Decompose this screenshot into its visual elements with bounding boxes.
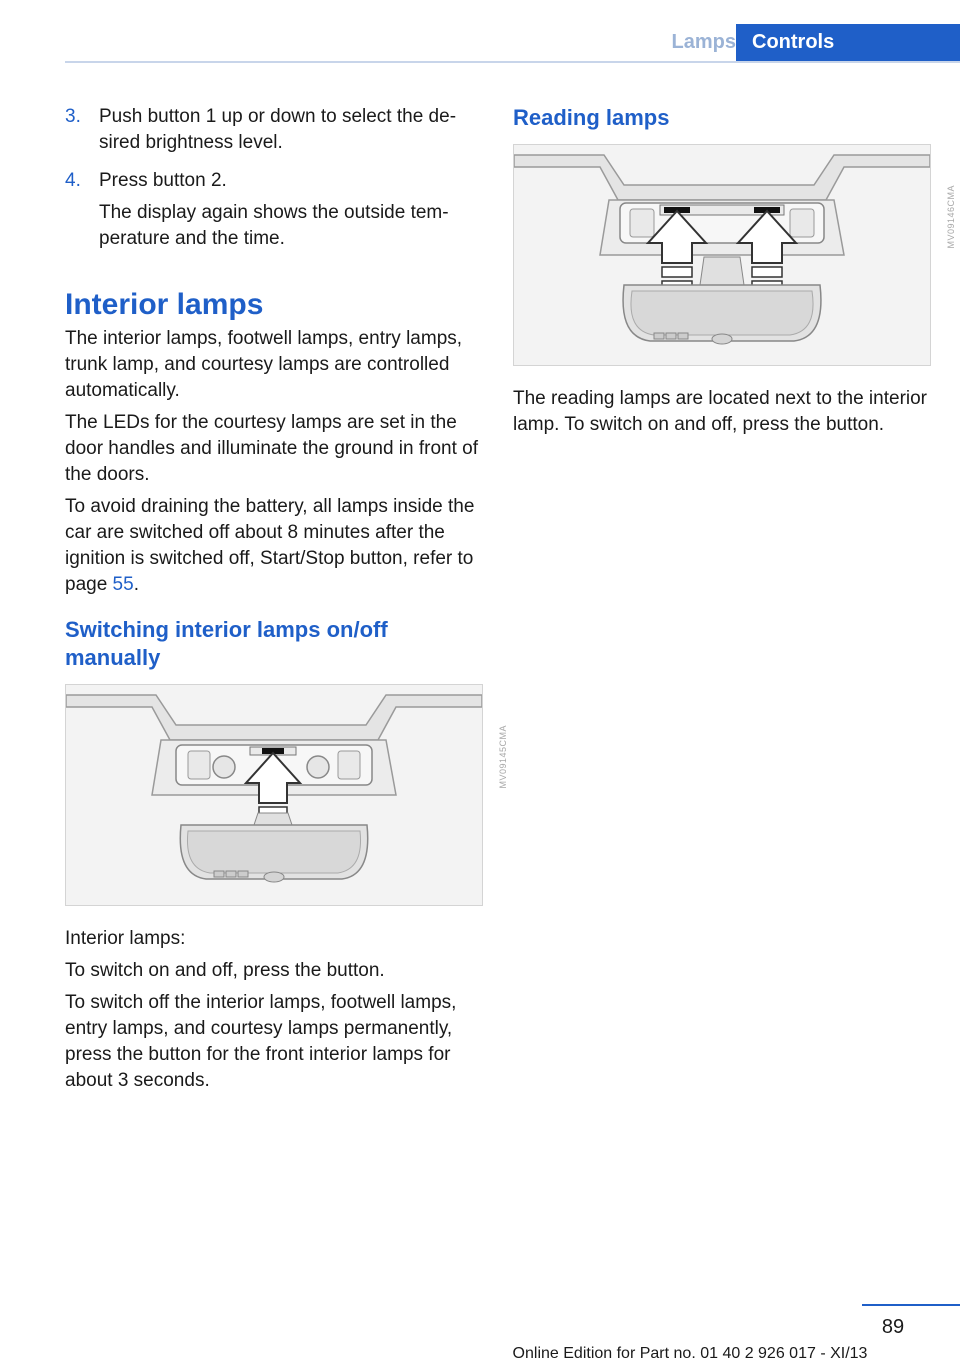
- edition-note: Online Edition for Part no. 01 40 2 926 017 - XI/13: [512, 1345, 868, 1362]
- paragraph: The LEDs for the courtesy lamps are set in the door handles and illuminate the ground in front of the doors.: [65, 412, 478, 485]
- figure-code: MV09145CMA: [498, 725, 508, 789]
- header-rule: [65, 61, 960, 63]
- paragraph: To switch off the interior lamps, footwell lamps, entry lamps, and courtesy lamps permanently, press the button for the front interior lamps for about 3 seconds.: [65, 992, 457, 1091]
- interior-lamp-illustration: [66, 685, 482, 905]
- footer-rule: [862, 1304, 960, 1306]
- subsection-title-switching: Switching interior lamps on/off manually: [65, 617, 388, 670]
- figure-code: MV09146CMA: [946, 185, 956, 249]
- paragraph-text: .: [133, 574, 139, 595]
- section-title-interior-lamps: Interior lamps: [65, 288, 264, 321]
- step-text: Push button 1 up or down to select the desired brightness level.: [99, 106, 457, 153]
- step-text: Press button 2.: [99, 170, 227, 191]
- reading-lamp-figure: [513, 144, 956, 366]
- reading-lamp-illustration: [514, 145, 930, 365]
- paragraph: The interior lamps, footwell lamps, entry lamps, trunk lamp, and courtesy lamps are controlled automatically.: [65, 328, 463, 401]
- paragraph: To switch on and off, press the button.: [65, 960, 385, 981]
- paragraph: Interior lamps:: [65, 928, 186, 949]
- page-number: 89: [881, 1316, 905, 1338]
- right-column: [513, 104, 956, 444]
- left-column: [65, 104, 508, 1100]
- step-number: 3.: [65, 106, 81, 127]
- page-reference-link[interactable]: 55: [112, 574, 134, 595]
- step-4: [65, 168, 483, 258]
- header-section-label: Lamps: [671, 31, 736, 53]
- step-3: [65, 104, 483, 162]
- step-number: 4.: [65, 170, 81, 191]
- paragraph-with-link: [65, 494, 483, 598]
- subsection-title-reading-lamps: Reading lamps: [513, 105, 670, 130]
- interior-lamp-figure: [65, 684, 508, 906]
- paragraph-text: To avoid draining the battery, all lamps inside the car are switched off about 8 minutes after the ignition is switched off, Start/Stop button, refer to page: [65, 496, 475, 595]
- step-subtext: The display again shows the outside temperature and the time.: [99, 202, 449, 249]
- paragraph: The reading lamps are located next to the interior lamp. To switch on and off, press the button.: [513, 388, 928, 435]
- header-chapter-tab: Controls: [736, 24, 960, 61]
